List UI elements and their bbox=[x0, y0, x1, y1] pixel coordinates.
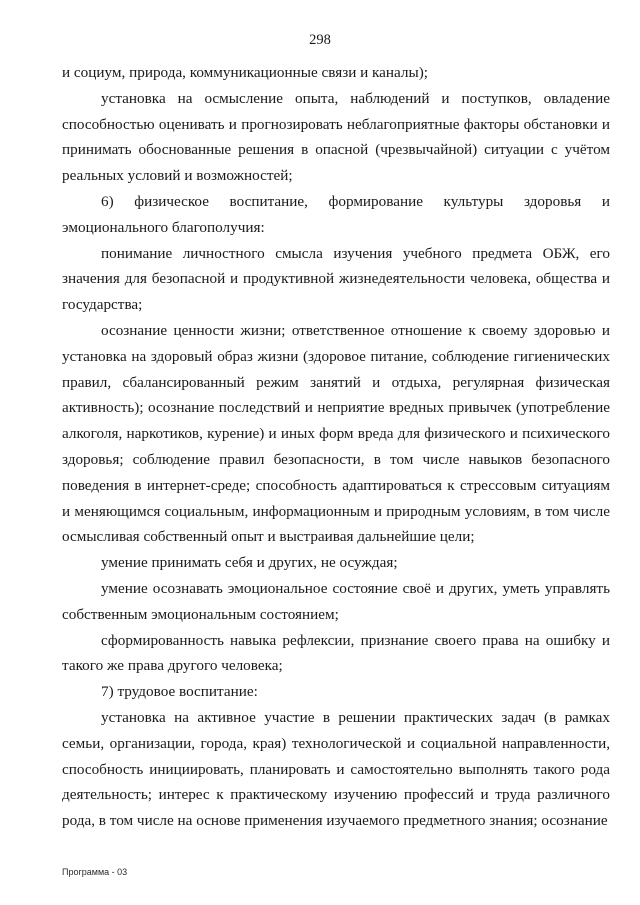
paragraph: установка на осмысление опыта, наблюдений и поступков, овладение способностью оценивать и прогнозировать неблагоприятные факторы обстановки и принимать обоснованные решения в опасной (чрезвычайной) ситуации с учётом реальных условий и возможностей; bbox=[62, 89, 610, 185]
paragraph: осознание ценности жизни; ответственное отношение к своему здоровью и установка на здоровый образ жизни (здоровое питание, соблюдение гигиенических правил, сбалансированный режим занятий и отдыха, регулярная физическая активность); осознание последствий и неприятие вредных привычек (употребление алкоголя, наркотиков, курение) и иных форм вреда для физического и психического здоровья; соблюдение правил безопасности, в том числе навыков безопасного поведения в интернет-среде; способность адаптироваться к стрессовым ситуациям и меняющимся социальным, информационным и природным условиям, в том числе осмысливая собственный опыт и выстраивая дальнейшие цели; bbox=[62, 321, 610, 546]
body-text bbox=[62, 60, 610, 834]
section-heading: 7) трудовое воспитание: bbox=[101, 683, 258, 701]
paragraph: умение осознавать эмоциональное состояние своё и других, уметь управлять собственным эмоциональным состоянием; bbox=[62, 579, 610, 623]
paragraph: сформированность навыка рефлексии, признание своего права на ошибку и такого же права другого человека; bbox=[62, 631, 610, 675]
paragraph: установка на активное участие в решении практических задач (в рамках семьи, организации, города, края) технологической и социальной направленности, способность инициировать, планировать и самостоятельно выполнять такого рода деятельность; интерес к практическому изучению профессий и труда различного рода, в том числе на основе применения изучаемого предметного знания; осознание bbox=[62, 708, 610, 830]
paragraph: и социум, природа, коммуникационные связи и каналы); bbox=[62, 64, 428, 81]
page-footer: Программа - 03 bbox=[62, 867, 128, 877]
section-heading: 6) физическое воспитание, формирование культуры здоровья и эмоционального благополучия: bbox=[62, 192, 610, 236]
page-number: 298 bbox=[309, 32, 331, 48]
paragraph: умение принимать себя и других, не осуждая; bbox=[101, 554, 398, 572]
paragraph: понимание личностного смысла изучения учебного предмета ОБЖ, его значения для безопасной и продуктивной жизнедеятельности человека, общества и государства; bbox=[62, 244, 610, 314]
